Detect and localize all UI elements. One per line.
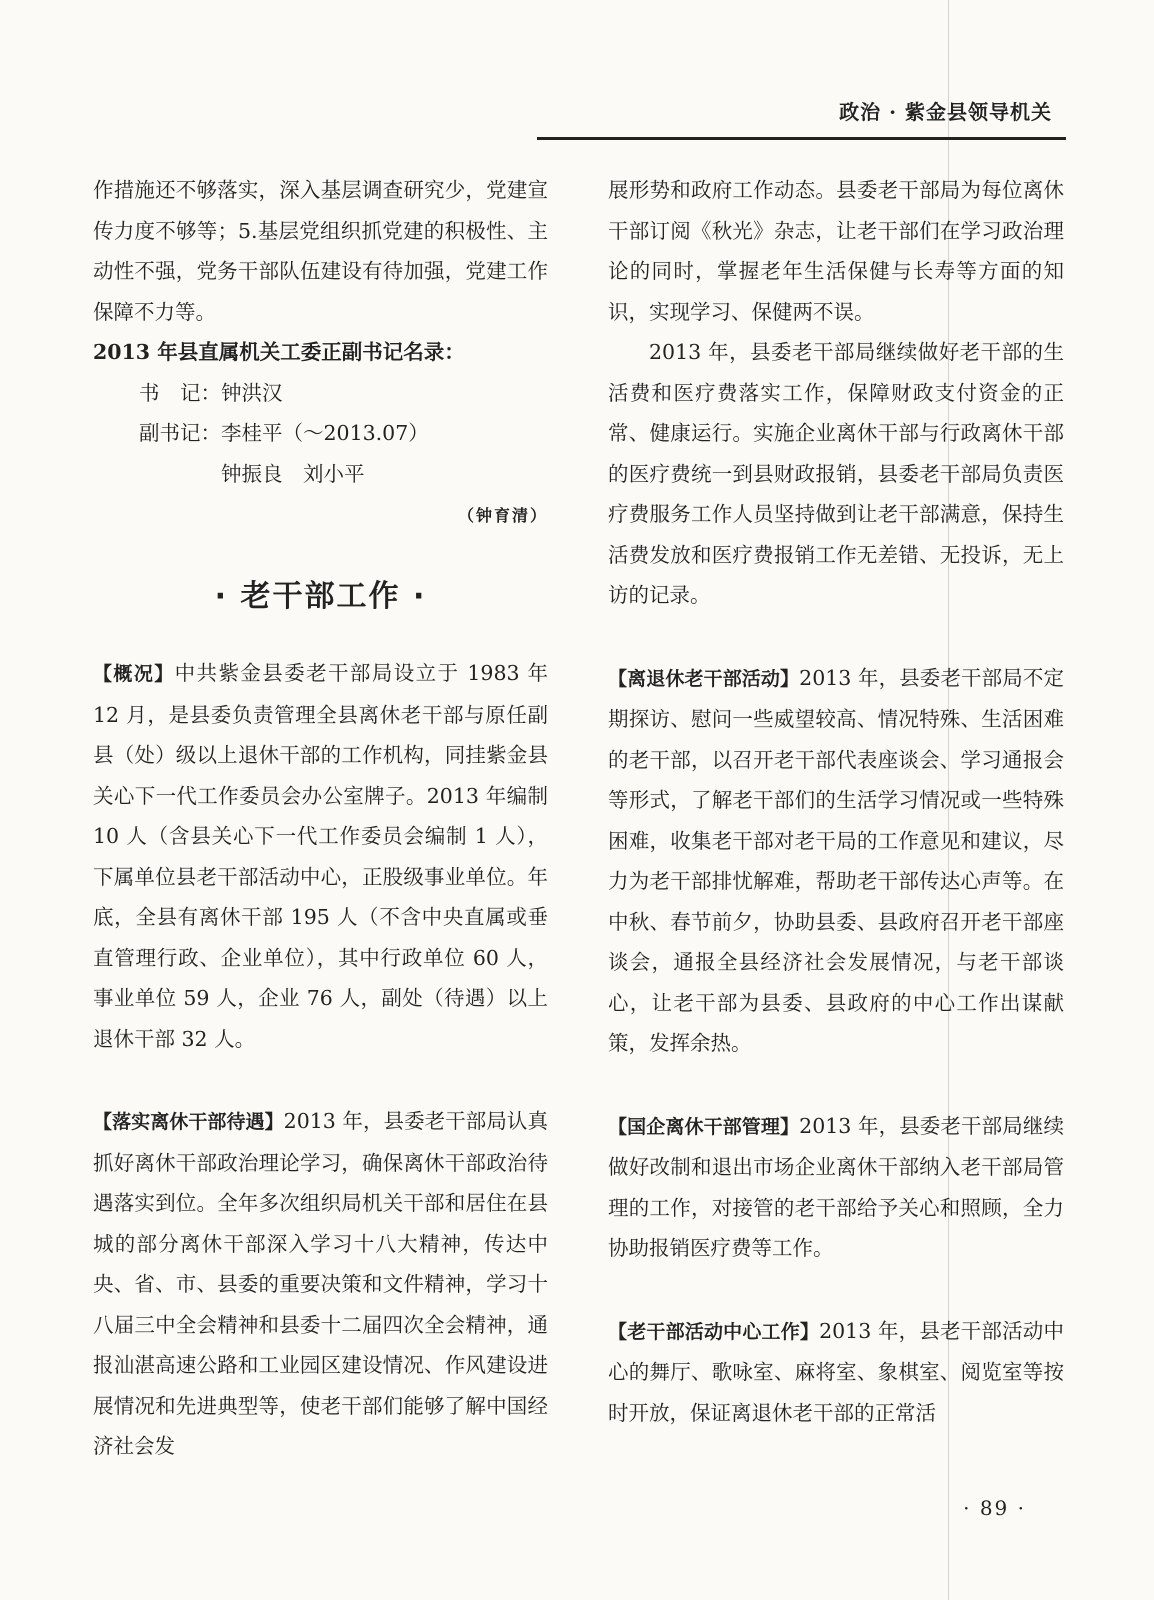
activity-paragraph: [608, 658, 1064, 1064]
center-text: 2013 年，县老干部活动中心的舞厅、歌咏室、麻将室、象棋室、阅览室等按时开放，保证离退休老干部的正常活: [608, 1318, 1064, 1425]
left-column: [93, 170, 548, 1467]
living-expenses-paragraph: 2013 年，县委老干部局继续做好老干部的生活费和医疗费落实工作，保障财政支付资金的正常、健康运行。实施企业离休干部与行政离休干部的医疗费统一到县财政报销，县委老干部局负责医疗费服务工作人员坚持做到让老干部满意，保持生活费发放和医疗费报销工作无差错、无投诉，无上访的记录。: [608, 340, 1064, 607]
soe-text: 2013 年，县委老干部局继续做好改制和退出市场企业离休干部纳入老干部局管理的工作，对接管的老干部给予关心和照顾，全力协助报销医疗费等工作。: [608, 1113, 1064, 1260]
intro-paragraph: 作措施还不够落实，深入基层调查研究少，党建宣传力度不够等；5.基层党组织抓党建的积极性、主动性不强，党务干部队伍建设有待加强，党建工作保障不力等。: [93, 178, 548, 324]
center-heading: 【老干部活动中心工作】: [608, 1320, 820, 1343]
treatment-paragraph: [93, 1101, 548, 1467]
section-title: · 老干部工作 ·: [214, 578, 427, 614]
activity-heading: 【离退休老干部活动】: [608, 667, 800, 690]
roster-deputy: 副书记：李桂平（～2013.07）: [139, 421, 429, 445]
center-paragraph: [608, 1311, 1064, 1434]
roster-secretary: 书 记：钟洪汉: [139, 380, 283, 405]
overview-text: 中共紫金县委老干部局设立于 1983 年 12 月，是县委负责管理全县离休老干部与原任副县（处）级以上退休干部的工作机构，同挂紫金县关心下一代工作委员会办公室牌子。2013 年编制 10 人（含县关心下一代工作委员会编制 1 人），下属单位县老干部活动中心，正股级事业单位。年底，全县有离休干部 195 人（不含中央直属或垂直管理行政、企业单位），其中行政单位 60 人，事业单位 59 人，企业 76 人，副处（待遇）以上退休干部 32 人。: [93, 661, 548, 1051]
header-rule: [537, 137, 1066, 140]
treatment-heading: 【落实离休干部待遇】: [93, 1111, 284, 1133]
running-header: 政治 · 紫金县领导机关: [839, 100, 1052, 124]
continuation-paragraph: 展形势和政府工作动态。县委老干部局为每位离休干部订阅《秋光》杂志，让老干部们在学习政治理论的同时，掌握老年生活保健与长寿等方面的知识，实现学习、保健两不误。: [608, 178, 1064, 324]
roster-title: 2013 年县直属机关工委正副书记名录：: [93, 340, 465, 364]
right-column: [608, 170, 1064, 1433]
soe-heading: 【国企离休干部管理】: [608, 1115, 800, 1138]
page-number: · 89 ·: [963, 1496, 1026, 1520]
treatment-text: 2013 年，县委老干部局认真抓好离休干部政治理论学习，确保离休干部政治待遇落实到位。全年多次组织局机关干部和居住在县城的部分离休干部深入学习十八大精神，传达中央、省、市、县委的重要决策和文件精神，学习十八届三中全会精神和县委十二届四次全会精神，通报汕湛高速公路和工业园区建设情况、作风建设进展情况和先进典型等，使老干部们能够了解中国经济社会发: [93, 1109, 548, 1458]
overview-heading: 【概况】: [93, 663, 175, 685]
byline: （钟育清）: [457, 506, 548, 525]
soe-paragraph: [608, 1106, 1064, 1269]
overview-paragraph: [93, 653, 548, 1059]
activity-text: 2013 年，县委老干部局不定期探访、慰问一些威望较高、情况特殊、生活困难的老干部，以召开老干部代表座谈会、学习通报会等形式，了解老干部们的生活学习情况或一些特殊困难，收集老干部对老干局的工作意见和建议，尽力为老干部排忧解难，帮助老干部传达心声等。在中秋、春节前夕，协助县委、县政府召开老干部座谈会，通报全县经济社会发展情况，与老干部谈心，让老干部为县委、县政府的中心工作出谋献策，发挥余热。: [608, 665, 1064, 1055]
roster-deputy-more: 钟振良 刘小平: [221, 461, 365, 486]
